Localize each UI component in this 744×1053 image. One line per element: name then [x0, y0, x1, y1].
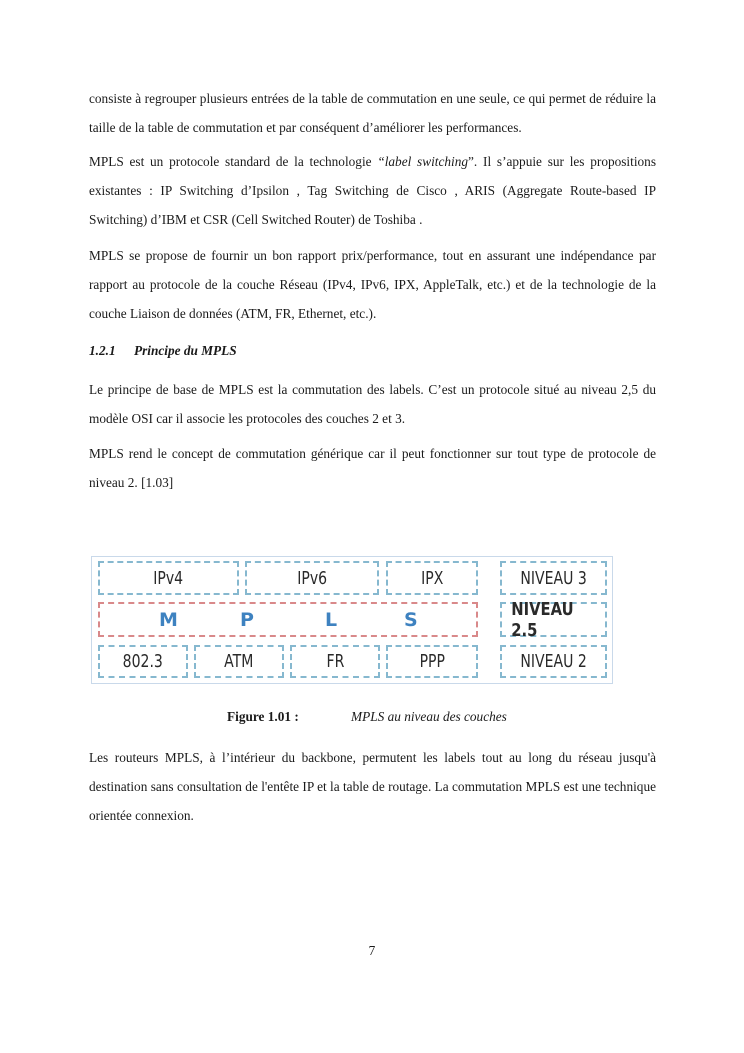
- label-switching-term: “label switching: [377, 154, 469, 169]
- paragraph-1: consiste à regrouper plusieurs entrées de la table de commutation en une seule, ce qui permet de réduire la taille de la table de commutation et par conséquent d’améliorer les performances.: [89, 91, 656, 135]
- niveau-2-5-cell: NIVEAU 2.5: [500, 602, 607, 637]
- caption-label: Figure 1.01 :: [227, 709, 299, 724]
- mpls-layers-figure: [91, 556, 613, 684]
- paragraph-3: MPLS se propose de fournir un bon rapport prix/performance, tout en assurant une indépendance par rapport au protocole de la couche Réseau (IPv4, IPv6, IPX, AppleTalk, etc.) et de la technologie de la couche Liaison de données (ATM, FR, Ethernet, etc.).: [89, 248, 656, 321]
- ipv6-cell: IPv6: [245, 561, 379, 595]
- niveau-3-cell: NIVEAU 3: [500, 561, 607, 595]
- section-number: 1.2.1: [89, 343, 116, 358]
- mpls-letter-p: P: [240, 609, 254, 631]
- niveau-2-cell: NIVEAU 2: [500, 645, 607, 678]
- page-number: 7: [368, 943, 376, 958]
- ieee-802-3-cell: 802.3: [98, 645, 188, 678]
- fr-cell: FR: [290, 645, 380, 678]
- mpls-letter-s: S: [404, 609, 418, 631]
- section-title: Principe du MPLS: [134, 343, 237, 358]
- section-heading: [89, 340, 237, 362]
- paragraph-5: MPLS rend le concept de commutation générique car il peut fonctionner sur tout type de protocole de niveau 2. [1.03]: [89, 446, 656, 490]
- paragraph-6: Les routeurs MPLS, à l’intérieur du backbone, permutent les labels tout au long du réseau jusqu'à destination sans consultation de l'entête IP et la table de routage. La commutation MPLS est une technique orientée connexion.: [89, 750, 656, 823]
- ipv4-cell: IPv4: [98, 561, 239, 595]
- mpls-letter-m: M: [159, 609, 178, 631]
- caption-text: MPLS au niveau des couches: [351, 709, 507, 724]
- paragraph-4: Le principe de base de MPLS est la commutation des labels. C’est un protocole situé au niveau 2,5 du modèle OSI car il associe les protocoles des couches 2 et 3.: [89, 382, 656, 426]
- mpls-letter-l: L: [325, 609, 338, 631]
- ipx-cell: IPX: [386, 561, 478, 595]
- ppp-cell: PPP: [386, 645, 478, 678]
- paragraph-2-start: MPLS est un protocole standard de la technologie: [89, 154, 378, 169]
- mpls-cell: [98, 602, 478, 637]
- paragraph-2: [89, 147, 656, 234]
- atm-cell: ATM: [194, 645, 284, 678]
- paragraph-2-end: ”. Il s’appuie sur les propositions existantes : IP Switching d’Ipsilon , Tag Switching de Cisco , ARIS (Aggregate Route-based IP Switching) d’IBM et CSR (Cell Switched Router) de Toshiba .: [89, 154, 656, 227]
